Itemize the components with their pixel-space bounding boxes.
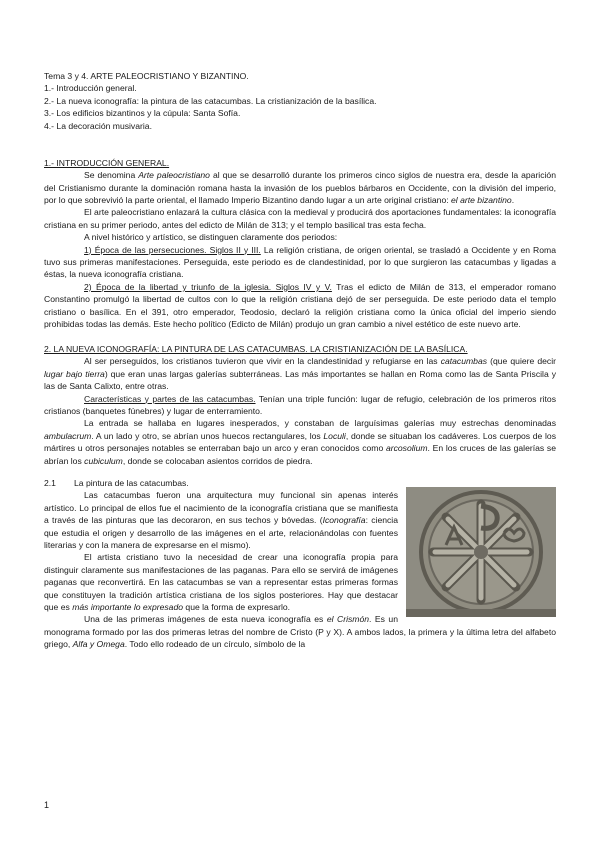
paragraph: Características y partes de las catacumbas. Tenían una triple función: lugar de refugio, celebración de los primeros ritos cristianos (banquetes fúnebres) y lugar de enterramiento.	[44, 393, 556, 416]
paragraph: Al ser perseguidos, los cristianos tuvieron que vivir en la clandestinidad y refugiarse en las catacumbas (que quiere decir lugar bajo tierra) que eran unas largas galerías subterráneas. Las más importantes se hallan en Roma como las de Santa Priscila y las de Santa Calixto, entre otras.	[44, 356, 556, 392]
toc-item-1: 1.- Introducción general.	[44, 83, 137, 94]
paragraph: 1) Época de las persecuciones. Siglos II y III. La religión cristiana, de origen oriental, se trasladó a Occidente y en Roma tuvo sus primeras manifestaciones. Perseguida, este periodo es de clandestinidad, por lo que surgieron las catacumbas y ligadas a éstas, la nueva iconografía cristiana.	[44, 244, 556, 280]
chrismon-image	[406, 487, 556, 617]
toc-item-2: 2.- La nueva iconografía: la pintura de las catacumbas. La cristianización de la basílica.	[44, 95, 377, 106]
section-2-heading: 2. LA NUEVA ICONOGRAFÍA: LA PINTURA DE LAS CATACUMBAS. LA CRISTIANIZACIÓN DE LA BASÍLICA.	[44, 343, 468, 354]
paragraph: El arte paleocristiano enlazará la cultura clásica con la medieval y producirá dos aportaciones fundamentales: la iconografía cristiana en su primer periodo, antes del edicto de Milán de 313; y el templo basilical tras esta fecha.	[44, 207, 556, 230]
paragraph: 2) Época de la libertad y triunfo de la iglesia. Siglos IV y V. Tras el edicto de Milán de 313, el emperador romano Constantino promulgó la libertad de cultos con lo que la religión cristiana dejó de ser perseguida. De este periodo data el templo cristiano o basílica. En el 391, otro emperador, Teodosio, declaró la religión cristiana como la única oficial del imperio siendo prohibidas todas las demás. Este hecho político (Edicto de Milán) produjo un gran cambio a nivel estético de este nuevo arte.	[44, 281, 556, 330]
toc-item-3: 3.- Los edificios bizantinos y la cúpula: Santa Sofía.	[44, 108, 241, 119]
paragraph: La entrada se hallaba en lugares inesperados, y constaban de larguísimas galerías muy estrechas denominadas ambulacrum. A un lado y otro, se abrían unos huecos rectangulares, los Loculi, donde se situaban los cadáveres. Los cuerpos de los mártires u otros personajes notables se enterraban bajo un arco y eran conocidos como arcosolium. En los cruces de las galerías se abrían los cubiculum, donde se colocaban asientos corridos de piedra.	[44, 418, 556, 466]
toc-item-4: 4.- La decoración musivaria.	[44, 120, 152, 131]
paragraph: Se denomina Arte paleocristiano al que se desarrolló durante los primeros cinco siglos de nuestra era, desde la aparición del Cristianismo durante la dominación romana hasta la invasión de los pueblos bárbaros en Occidente, con la división del imperio, por lo que sobrevivió la parte oriental, el llamado Imperio Bizantino dando lugar a un arte original cristiano: el arte bizantino.	[44, 170, 556, 206]
page-number: 1	[44, 800, 50, 810]
paragraph: Una de las primeras imágenes de esta nueva iconografía es el Crismón. Es un monograma formado por las dos primeras letras del nombre de Cristo (P y X). A ambos lados, la primera y la última letra del alfabeto griego, Alfa y Omega. Todo ello rodeado de un círculo, símbolo de la	[44, 614, 556, 650]
section-1-heading: 1.- INTRODUCCIÓN GENERAL.	[44, 157, 170, 168]
document-title: Tema 3 y 4. ARTE PALEOCRISTIANO Y BIZANTINO.	[44, 71, 249, 81]
paragraph: Las catacumbas fueron una arquitectura muy funcional sin apenas interés artístico. Lo principal de ellos fue el nacimiento de la iconografía cristiana que se manifiesta a través de las pinturas que las decoraron, en sus techos y bóvedas. (Iconografía: ciencia que estudia el origen y desarrollo de las imágenes en el arte, relacionándolas con fuentes literarias y con la manera de expresarse en el mismo).	[44, 490, 398, 550]
subsection-2-1	[44, 477, 556, 651]
paragraph: El artista cristiano tuvo la necesidad de crear una iconografía propia para distinguir claramente sus manifestaciones de las paganas. Para ello se servirá de imágenes paganas que reconvertirá. En las catacumbas se van a representar estas primeras formas que constituyen la tradición artística cristiana de los siglos posteriores. Hay que destacar que es más importante lo expresado que la forma de expresarlo.	[44, 552, 398, 613]
document-page	[44, 70, 556, 651]
paragraph: A nivel histórico y artístico, se distinguen claramente dos periodos:	[84, 232, 338, 243]
subsection-heading: 2.1 La pintura de las catacumbas.	[44, 477, 189, 488]
